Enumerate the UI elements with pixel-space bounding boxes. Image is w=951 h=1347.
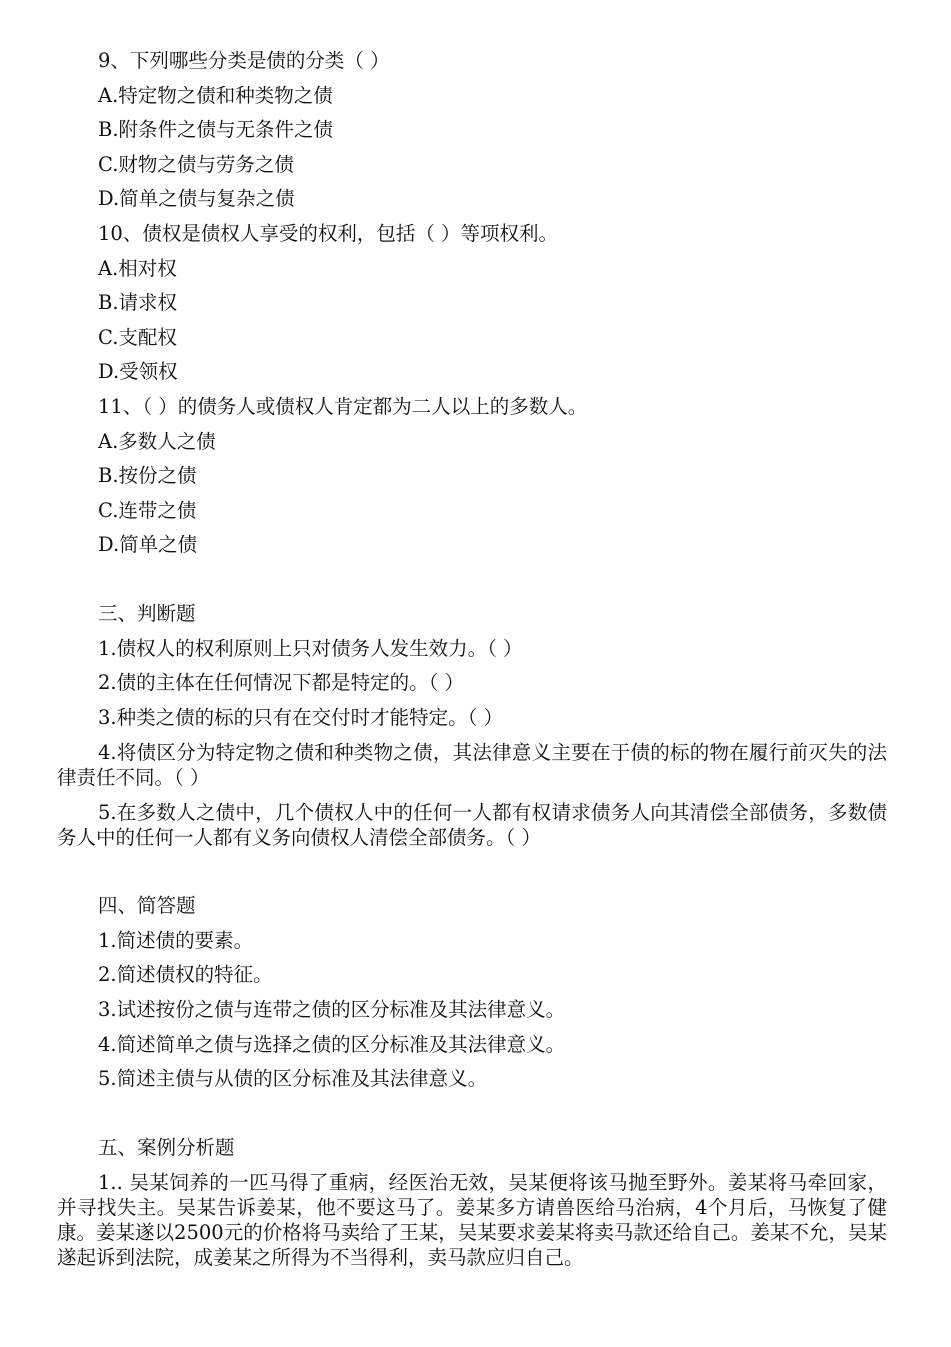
judgment-item-3: 3.种类之债的标的只有在交付时才能特定。（ ） xyxy=(98,705,504,729)
short-answer-item-5: 5.简述主债与从债的区分标准及其法律意义。 xyxy=(98,1067,488,1091)
question-9-option-c: C.财物之债与劳务之债 xyxy=(98,152,294,176)
short-answer-item-2: 2.简述债权的特征。 xyxy=(98,963,273,987)
judgment-item-5: 5.在多数人之债中，几个债权人中的任何一人都有权请求债务人向其清偿全部债务，多数债务人中的任何一人都有义务向债权人清偿全部债务。（ ） xyxy=(57,801,887,850)
question-10-option-b: B.请求权 xyxy=(98,291,178,315)
short-answer-item-4: 4.简述简单之债与选择之债的区分标准及其法律意义。 xyxy=(98,1032,566,1056)
question-11-option-c: C.连带之债 xyxy=(98,498,197,522)
document-page xyxy=(57,44,887,1275)
section-gap xyxy=(57,1097,887,1131)
short-answer-item-3: 3.试述按份之债与连带之债的区分标准及其法律意义。 xyxy=(98,998,566,1022)
question-9-option-a: A.特定物之债和种类物之债 xyxy=(98,83,333,107)
section-gap xyxy=(57,855,887,889)
short-answer-item-1: 1.简述债的要素。 xyxy=(98,928,254,952)
judgment-item-1: 1.债权人的权利原则上只对债务人发生效力。（ ） xyxy=(98,636,523,660)
judgment-section-title: 三、判断题 xyxy=(98,601,196,625)
question-10-option-d: D.受领权 xyxy=(98,360,178,384)
section-gap xyxy=(57,563,887,597)
question-11-option-b: B.按份之债 xyxy=(98,464,197,488)
case-section-title: 五、案例分析题 xyxy=(98,1135,235,1159)
judgment-item-2: 2.债的主体在任何情况下都是特定的。（ ） xyxy=(98,671,465,695)
judgment-item-4: 4.将债区分为特定物之债和种类物之债，其法律意义主要在于债的标的物在履行前灭失的法律责任不同。（ ） xyxy=(57,741,887,790)
question-9-option-d: D.简单之债与复杂之债 xyxy=(98,187,295,211)
question-10-option-a: A.相对权 xyxy=(98,256,177,280)
question-9-stem: 9、下列哪些分类是债的分类（ ） xyxy=(98,49,390,72)
question-11-option-a: A.多数人之债 xyxy=(98,429,216,453)
case-text: 1.. 吴某饲养的一匹马得了重病，经医治无效，吴某便将该马抛至野外。姜某将马牵回家，并寻找失主。吴某告诉姜某，他不要这马了。姜某多方请兽医给马治病，4个月后，马恢复了健康。姜某遂以2500元的价格将马卖给了王某，吴某要求姜某将卖马款还给自己。姜某不允，吴某遂起诉到法院，成姜某之所得为不当得利，卖马款应归自己。 xyxy=(57,1171,887,1270)
question-11-stem: 11、（ ）的债务人或债权人肯定都为二人以上的多数人。 xyxy=(98,394,588,418)
question-9-option-b: B.附条件之债与无条件之债 xyxy=(98,118,334,142)
question-10-option-c: C.支配权 xyxy=(98,325,177,349)
question-10-stem: 10、债权是债权人享受的权利，包括（ ）等项权利。 xyxy=(98,221,559,245)
short-answer-section-title: 四、简答题 xyxy=(98,894,196,918)
question-11-option-d: D.简单之债 xyxy=(98,533,198,557)
